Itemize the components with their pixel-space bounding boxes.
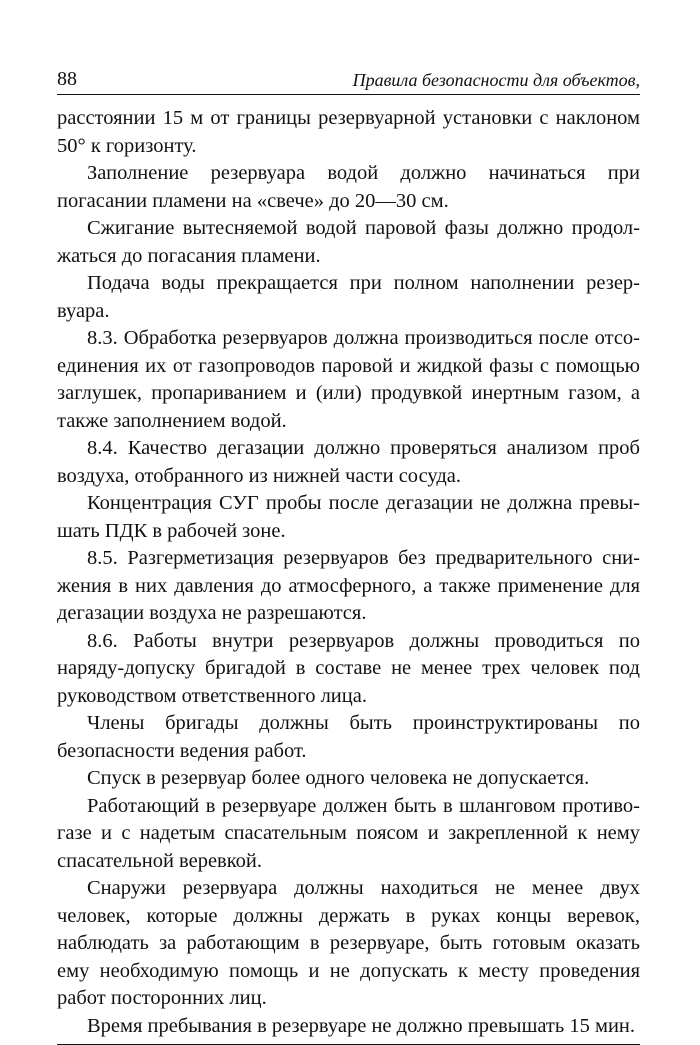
paragraph: Концентрация СУГ пробы после дегазации не должна превышать ПДК в рабочей зоне. <box>57 492 640 542</box>
body-text <box>57 105 640 1040</box>
page-number: 88 <box>57 68 77 90</box>
paragraph: Снаружи резервуара должны находиться не менее двух человек, которые должны держать в руках концы веревок, наблюдать за работающим в резервуаре, быть готовым оказать ему необходимую помощь и не допускать к месту проведения работ посторонних лиц. <box>57 877 640 1009</box>
paragraph: 8.5. Разгерметизация резервуаров без предварительного снижения в них давления до атмосферного, а также применение для дегазации воздуха не разрешаются. <box>57 547 640 624</box>
paragraph: Время пребывания в резервуаре не должно превышать 15 мин. <box>87 1014 636 1037</box>
paragraph: 8.6. Работы внутри резервуаров должны проводиться по наряду-допуску бригадой в составе не менее трех человек под руководством ответственного лица. <box>57 629 640 707</box>
paragraph: 8.4. Качество дегазации должно проверяться анализом проб воздуха, отобранного из нижней части сосуда. <box>57 437 640 487</box>
paragraph: Сжигание вытесняемой водой паровой фазы должно продолжаться до погасания пламени. <box>57 217 640 267</box>
page-header <box>57 62 640 95</box>
paragraph: Спуск в резервуар более одного человека не допускается. <box>87 767 590 789</box>
document-page <box>57 62 640 1045</box>
paragraph: Члены бригады должны быть проинструктированы по безопасности ведения работ. <box>57 712 640 762</box>
paragraph: Подача воды прекращается при полном наполнении резервуара. <box>57 272 640 322</box>
paragraph: Работающий в резервуаре должен быть в шланговом противогазе и с надетым спасательным поясом и закрепленной к нему спасательной веревкой. <box>57 794 640 872</box>
paragraph: Заполнение резервуара водой должно начинаться при погасании пламени на «свече» до 20—30 см. <box>57 162 640 212</box>
running-title: Правила безопасности для объектов, <box>352 70 640 90</box>
paragraph: 8.3. Обработка резервуаров должна производиться после отсоединения их от газопроводов паровой и жидкой фазы с помощью заглушек, пропариванием и (или) продувкой инертным газом, а также заполнением водой. <box>57 327 640 432</box>
paragraph: расстоянии 15 м от границы резервуарной установки с наклоном 50° к горизонту. <box>57 107 640 157</box>
